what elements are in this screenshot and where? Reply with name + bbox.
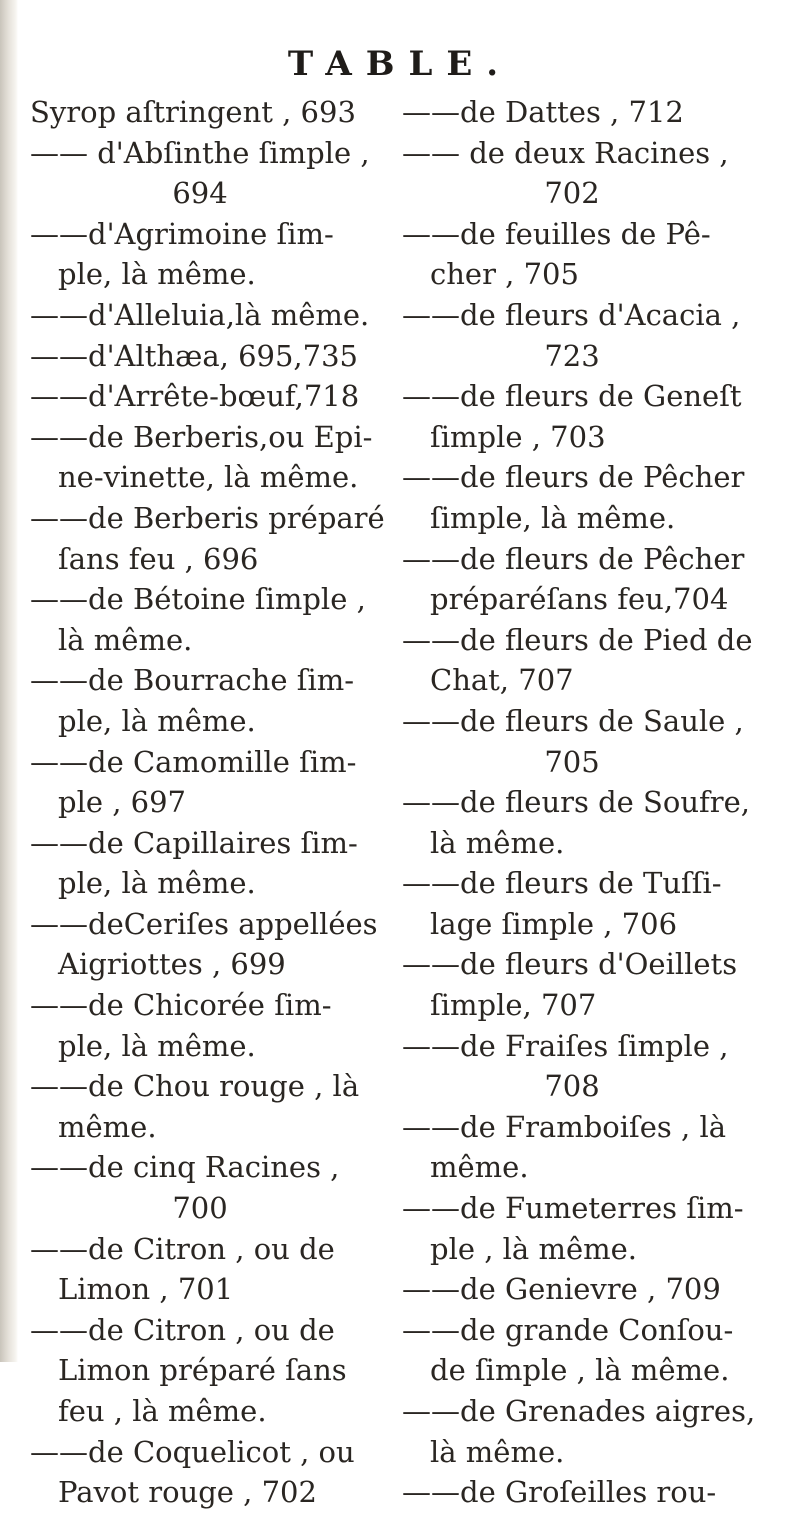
index-line: de ſimple , là même. xyxy=(430,1353,730,1388)
index-line: même. xyxy=(58,1109,157,1144)
index-line: ——de Grenades aigres, xyxy=(402,1394,756,1428)
index-line: ——de Fraiſes ſimple , xyxy=(402,1028,729,1063)
index-line: là même. xyxy=(58,622,193,657)
index-line: 705 xyxy=(544,744,600,779)
index-line: ——de fleurs d'Acacia , xyxy=(402,297,741,332)
index-line: Chat, 707 xyxy=(430,663,574,698)
index-line: ple, là même. xyxy=(58,866,256,901)
index-line: feu , là même. xyxy=(58,1394,267,1428)
index-line: Syrop aſtringent , 693 xyxy=(30,95,356,129)
index-line: ——de Capillaires ſim- xyxy=(30,825,358,860)
index-line: ſimple , 703 xyxy=(430,419,606,454)
index-line: lage ſimple , 706 xyxy=(430,906,678,941)
index-line: ——d'Agrimoine ſim- xyxy=(30,216,334,251)
index-line: —— d'Abſinthe ſimple , xyxy=(30,135,370,170)
index-line: ——d'Arrête-bœuf,718 xyxy=(30,379,360,414)
index-line: ——de fleurs de Saule , xyxy=(402,703,744,738)
index-column-left xyxy=(30,92,385,1513)
index-line: ——de Fumeterres ſim- xyxy=(402,1191,744,1226)
index-line: ——de Coquelicot , ou xyxy=(30,1434,355,1469)
index-line: ——de fleurs d'Oeillets xyxy=(402,947,738,982)
index-line: ſans feu , 696 xyxy=(58,541,259,576)
index-line: 723 xyxy=(544,338,600,373)
page-spine-shadow xyxy=(0,0,18,1362)
index-line: Aigriottes , 699 xyxy=(58,947,286,982)
index-line: ple, là même. xyxy=(58,703,256,738)
index-line: ——de Berberis,ou Epi- xyxy=(30,419,373,454)
index-line: ——de Citron , ou de xyxy=(30,1312,335,1347)
index-line: 694 xyxy=(172,176,228,211)
index-line: ple , 697 xyxy=(58,785,187,820)
index-line: 708 xyxy=(544,1069,600,1104)
index-line: ple, là même. xyxy=(58,1028,256,1063)
index-line: ——de Bétoine ſimple , xyxy=(30,582,366,617)
index-line: ——de Bourrache ſim- xyxy=(30,663,355,698)
index-line: ——de Genievre , 709 xyxy=(402,1272,721,1307)
index-line: Limon préparé ſans xyxy=(58,1353,347,1388)
index-line: ——de feuilles de Pê- xyxy=(402,216,711,251)
index-line: ple, là même. xyxy=(58,257,256,292)
index-line: —— de deux Racines , xyxy=(402,135,729,170)
index-line: ——de Groſeilles rou- xyxy=(402,1475,717,1510)
index-line: ſimple, là même. xyxy=(430,500,676,535)
index-line: ——de fleurs de Pied de xyxy=(402,622,753,657)
index-line: ——de Dattes , 712 xyxy=(402,95,684,129)
index-column-right xyxy=(402,92,756,1513)
index-line: 702 xyxy=(544,176,600,211)
index-line: ——de Camomille ſim- xyxy=(30,744,357,779)
index-line: là même. xyxy=(430,825,565,860)
index-line: ——de Chicorée ſim- xyxy=(30,988,332,1023)
index-line: ——de Citron , ou de xyxy=(30,1231,335,1266)
index-line: ſimple, 707 xyxy=(430,988,597,1023)
running-head: TABLE. xyxy=(287,44,513,84)
index-line: Limon , 701 xyxy=(58,1272,234,1307)
index-line: ——de fleurs de Pêcher xyxy=(402,541,745,576)
index-line: ne-vinette, là même. xyxy=(58,460,359,495)
index-line: ——deCeriſes appellées xyxy=(30,906,378,941)
index-line: 700 xyxy=(172,1191,228,1226)
index-line: Pavot rouge , 702 xyxy=(58,1475,317,1510)
index-line: préparéſans feu,704 xyxy=(430,582,729,617)
index-line: ——de fleurs de Pêcher xyxy=(402,460,745,495)
index-line: ple , là même. xyxy=(430,1231,637,1266)
index-line: même. xyxy=(430,1150,529,1185)
index-line: ——de Berberis préparé xyxy=(30,500,385,535)
index-line: ——de fleurs de Geneſt xyxy=(402,379,742,414)
index-line: ——de cinq Racines , xyxy=(30,1150,340,1185)
index-line: ——de fleurs de Soufre, xyxy=(402,785,751,820)
index-line: ——de grande Conſou- xyxy=(402,1312,734,1347)
index-line: ——de Framboiſes , là xyxy=(402,1109,727,1144)
index-line: là même. xyxy=(430,1434,565,1469)
index-line: ——d'Althæa, 695,735 xyxy=(30,338,358,373)
index-line: ——d'Alleluia,là même. xyxy=(30,297,370,332)
index-line: cher , 705 xyxy=(430,257,579,292)
index-line: ——de fleurs de Tuſſi- xyxy=(402,866,722,901)
index-line: ——de Chou rouge , là xyxy=(30,1069,360,1104)
